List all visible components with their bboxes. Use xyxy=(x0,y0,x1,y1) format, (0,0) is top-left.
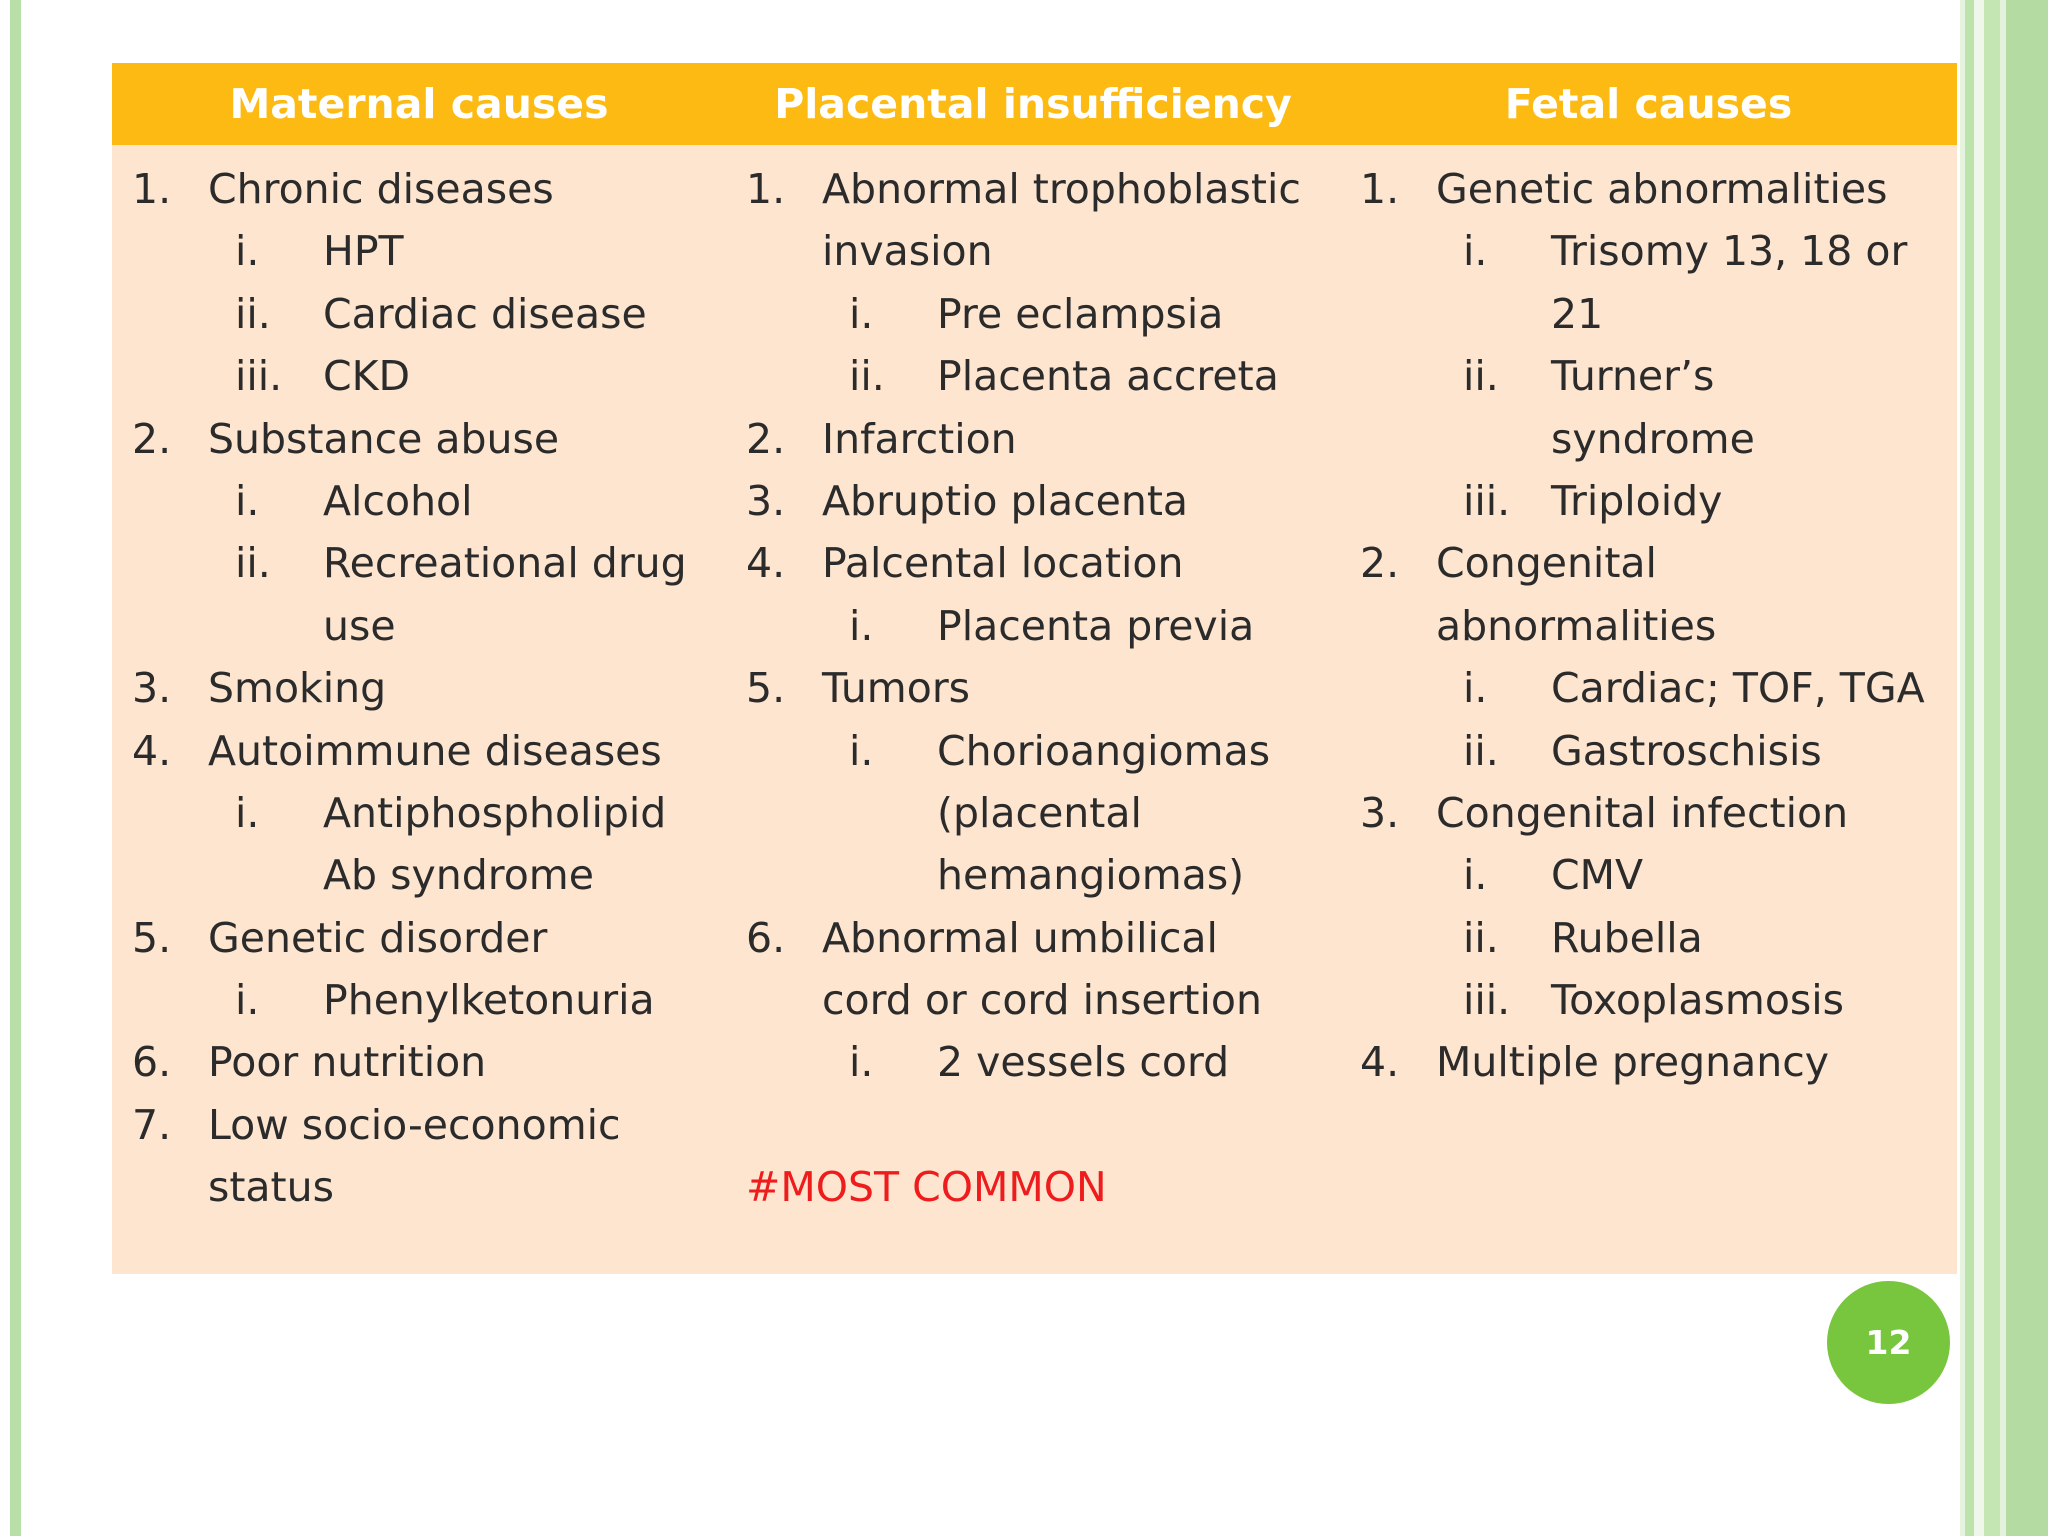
item-text: Infarction xyxy=(822,414,1017,463)
sub-item-number: ii. xyxy=(849,352,885,401)
sub-item-text: Trisomy 13, 18 or xyxy=(1551,227,1908,276)
sub-item-text: Rubella xyxy=(1551,913,1703,962)
list-item xyxy=(132,1031,722,1093)
most-common-note: #MOST COMMON xyxy=(746,1163,1107,1212)
list-item-continued xyxy=(132,1156,722,1218)
sub-list-item xyxy=(746,720,1340,782)
sub-list-item xyxy=(746,345,1340,407)
sub-item-text: Cardiac; TOF, TGA xyxy=(1551,664,1925,713)
list-item xyxy=(1360,1031,1950,1093)
list-item xyxy=(746,158,1340,220)
sub-list-item xyxy=(746,1031,1340,1093)
list-item-continued xyxy=(746,220,1340,282)
sub-item-text: Ab syndrome xyxy=(323,851,594,900)
list-item xyxy=(1360,782,1950,844)
item-number: 4. xyxy=(132,726,172,775)
list-item xyxy=(1360,158,1950,220)
sub-item-number: ii. xyxy=(235,539,271,588)
list-item xyxy=(132,657,722,719)
page-number-badge: 12 xyxy=(1827,1281,1950,1404)
item-text: Autoimmune diseases xyxy=(208,726,662,775)
sub-list-item xyxy=(1360,844,1950,906)
item-text: Substance abuse xyxy=(208,414,560,463)
sub-item-text: syndrome xyxy=(1551,414,1755,463)
list-item xyxy=(746,657,1340,719)
sub-item-text: Triploidy xyxy=(1551,476,1723,525)
sub-item-text: Cardiac disease xyxy=(323,289,647,338)
sub-item-text: 2 vessels cord xyxy=(937,1038,1230,1087)
list-item xyxy=(132,1094,722,1156)
fetal-causes-column xyxy=(1360,158,1950,1094)
sub-item-text: Phenylketonuria xyxy=(323,976,655,1025)
most-common-note-line xyxy=(746,1156,1340,1218)
sub-list-item xyxy=(1360,345,1950,407)
sub-list-item-continued xyxy=(1360,408,1950,470)
sub-item-text: Placenta previa xyxy=(937,601,1255,650)
sub-item-text: HPT xyxy=(323,227,404,276)
list-item xyxy=(132,720,722,782)
list-item xyxy=(746,470,1340,532)
sub-list-item xyxy=(1360,720,1950,782)
sub-item-text: Placenta accreta xyxy=(937,352,1279,401)
sub-item-number: i. xyxy=(1463,664,1488,713)
item-text: invasion xyxy=(822,227,993,276)
sub-list-item xyxy=(746,595,1340,657)
item-number: 6. xyxy=(746,913,786,962)
sub-item-number: iii. xyxy=(235,352,283,401)
sub-item-text: CKD xyxy=(323,352,411,401)
item-text: status xyxy=(208,1163,334,1212)
item-number: 4. xyxy=(1360,1038,1400,1087)
sub-item-number: i. xyxy=(1463,851,1488,900)
right-decor-stripe xyxy=(1965,0,1974,1536)
sub-item-number: i. xyxy=(849,726,874,775)
sub-item-number: iii. xyxy=(1463,476,1511,525)
list-item-continued xyxy=(1360,595,1950,657)
table-header-row xyxy=(112,63,1957,145)
sub-item-text: 21 xyxy=(1551,289,1604,338)
sub-list-item xyxy=(132,969,722,1031)
list-item-continued xyxy=(746,969,1340,1031)
item-text: Chronic diseases xyxy=(208,165,554,213)
sub-item-text: Recreational drug xyxy=(323,539,687,588)
sub-item-text: use xyxy=(323,601,396,650)
right-decor-stripe xyxy=(1984,0,2000,1536)
item-number: 4. xyxy=(746,539,786,588)
sub-item-number: iii. xyxy=(1463,976,1511,1025)
sub-list-item-continued xyxy=(746,782,1340,844)
sub-item-number: ii. xyxy=(1463,913,1499,962)
sub-list-item xyxy=(132,220,722,282)
sub-list-item xyxy=(132,532,722,594)
sub-list-item xyxy=(132,345,722,407)
item-number: 5. xyxy=(746,664,786,713)
item-number: 1. xyxy=(1360,165,1400,213)
sub-list-item xyxy=(132,782,722,844)
list-item xyxy=(746,907,1340,969)
sub-item-text: Toxoplasmosis xyxy=(1551,976,1845,1025)
item-text: Smoking xyxy=(208,664,387,713)
sub-item-number: i. xyxy=(849,289,874,338)
sub-item-text: (placental xyxy=(937,788,1142,837)
item-text: Multiple pregnancy xyxy=(1436,1038,1830,1087)
item-text: Poor nutrition xyxy=(208,1038,487,1087)
item-text: Palcental location xyxy=(822,539,1184,588)
item-text: abnormalities xyxy=(1436,601,1717,650)
list-item xyxy=(132,408,722,470)
item-text: Abruptio placenta xyxy=(822,476,1189,525)
sub-item-number: i. xyxy=(235,788,260,837)
sub-item-number: i. xyxy=(849,1038,874,1087)
item-text: Tumors xyxy=(822,664,971,713)
sub-item-text: Antiphospholipid xyxy=(323,788,667,837)
item-text: Genetic abnormalities xyxy=(1436,165,1888,213)
sub-list-item xyxy=(1360,969,1950,1031)
item-number: 2. xyxy=(1360,539,1400,588)
right-decor-stripe xyxy=(1974,0,1984,1536)
sub-item-number: ii. xyxy=(1463,352,1499,401)
sub-list-item xyxy=(1360,907,1950,969)
sub-item-text: CMV xyxy=(1551,851,1644,900)
sub-list-item xyxy=(746,283,1340,345)
sub-item-number: i. xyxy=(1463,227,1488,276)
sub-list-item xyxy=(132,470,722,532)
sub-item-number: i. xyxy=(235,976,260,1025)
sub-item-text: Turner’s xyxy=(1551,352,1715,401)
sub-list-item-continued xyxy=(746,844,1340,906)
sub-list-item-continued xyxy=(1360,283,1950,345)
item-text: Congenital infection xyxy=(1436,788,1849,837)
placental-insufficiency-column xyxy=(746,158,1340,1219)
maternal-causes-column xyxy=(132,158,722,1219)
item-number: 3. xyxy=(746,476,786,525)
item-number: 7. xyxy=(132,1100,172,1149)
list-item xyxy=(132,907,722,969)
item-number: 2. xyxy=(132,414,172,463)
item-number: 3. xyxy=(1360,788,1400,837)
header-fetal-causes: Fetal causes xyxy=(1504,80,1793,128)
spacer-line xyxy=(746,1094,1340,1156)
sub-list-item xyxy=(1360,220,1950,282)
sub-item-number: i. xyxy=(849,601,874,650)
sub-item-text: Pre eclampsia xyxy=(937,289,1224,338)
sub-list-item-continued xyxy=(132,844,722,906)
sub-list-item-continued xyxy=(132,595,722,657)
sub-list-item xyxy=(1360,657,1950,719)
sub-list-item xyxy=(1360,470,1950,532)
item-number: 6. xyxy=(132,1038,172,1087)
list-item xyxy=(746,532,1340,594)
item-number: 2. xyxy=(746,414,786,463)
sub-item-number: ii. xyxy=(235,289,271,338)
sub-item-number: ii. xyxy=(1463,726,1499,775)
item-number: 1. xyxy=(746,165,786,213)
list-item xyxy=(746,408,1340,470)
sub-item-text: hemangiomas) xyxy=(937,851,1245,900)
sub-item-text: Gastroschisis xyxy=(1551,726,1822,775)
item-text: Abnormal trophoblastic xyxy=(822,165,1301,213)
header-placental-insufficiency: Placental insufficiency xyxy=(774,80,1292,128)
item-text: cord or cord insertion xyxy=(822,976,1262,1025)
item-text: Genetic disorder xyxy=(208,913,548,962)
sub-item-text: Alcohol xyxy=(323,476,473,525)
item-text: Congenital xyxy=(1436,539,1657,588)
header-maternal-causes: Maternal causes xyxy=(229,80,609,128)
sub-item-text: Chorioangiomas xyxy=(937,726,1271,775)
item-text: Low socio-economic xyxy=(208,1100,621,1149)
left-decor-bar xyxy=(10,0,21,1536)
causes-table xyxy=(112,63,1957,1274)
list-item xyxy=(132,158,722,220)
item-number: 3. xyxy=(132,664,172,713)
item-text: Abnormal umbilical xyxy=(822,913,1218,962)
right-decor-stripe xyxy=(2006,0,2048,1536)
sub-list-item xyxy=(132,283,722,345)
sub-item-number: i. xyxy=(235,476,260,525)
item-number: 5. xyxy=(132,913,172,962)
item-number: 1. xyxy=(132,165,172,213)
list-item xyxy=(1360,532,1950,594)
sub-item-number: i. xyxy=(235,227,260,276)
